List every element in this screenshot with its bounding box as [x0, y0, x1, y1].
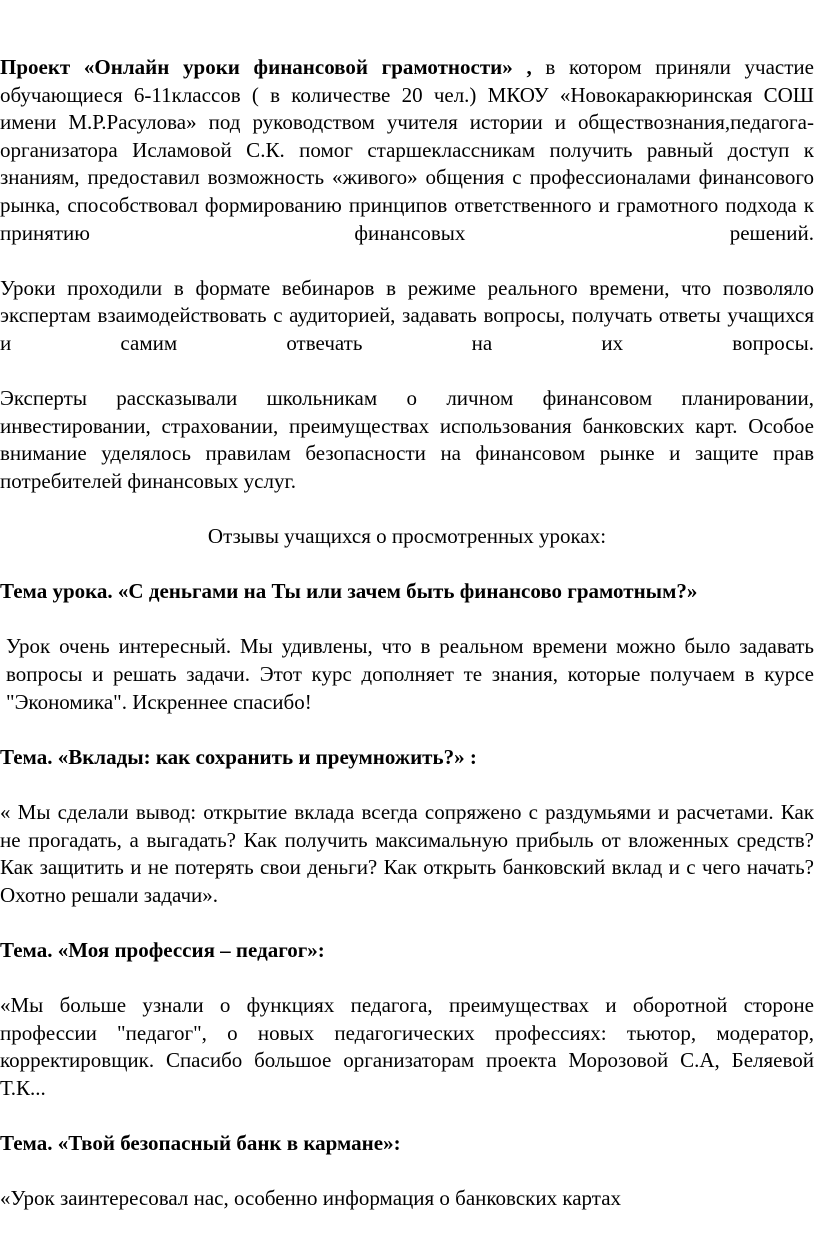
reviews-heading: Отзывы учащихся о просмотренных уроках:: [207, 524, 607, 549]
topic-1-title: Тема урока. «С деньгами на Ты или зачем быть финансово грамотным?»: [0, 579, 698, 604]
experts-paragraph: Эксперты рассказывали школьникам о личном финансовом планировании, инвестировании, страховании, преимуществах использования банковских карт. Особое внимание уделялось правилам безопасности на финансовом рынке и защите прав потребителей финансовых услуг.: [0, 386, 814, 493]
project-title: Проект «Онлайн уроки финансовой грамотности» ,: [0, 55, 532, 79]
topic-4-review: «Урок заинтересовал нас, особенно информация о банковских картах: [0, 1186, 622, 1211]
topic-2-title: Тема. «Вклады: как сохранить и преумножить?» :: [0, 744, 477, 769]
intro-paragraph: [0, 54, 814, 247]
intro-text: в котором приняли участие обучающиеся 6-11классов ( в количестве 20 чел.) МКОУ «Новокаракюринская СОШ имени М.Р.Расулова» под руководством учителя истории и обществознания,педагога-организатора Исламовой С.К. помог старшеклассникам получить равный доступ к знаниям, предоставил возможность «живого» общения с профессионалами финансового рынка, способствовал формированию принципов ответственного и грамотного подхода к принятию финансовых решений.: [0, 55, 814, 245]
topic-3-title: Тема. «Моя профессия – педагог»:: [0, 938, 325, 962]
topic-2-review: « Мы сделали вывод: открытие вклада всегда сопряжено с раздумьями и расчетами. Как не прогадать, а выгадать? Как получить максимальную прибыль от вложенных средств? Как защитить и не потерять свои деньги? Как открыть банковский вклад и с чего начать? Охотно решали задачи».: [0, 800, 814, 907]
topic-4-title: Тема. «Твой безопасный банк в кармане»:: [0, 1131, 401, 1156]
webinars-paragraph: Уроки проходили в формате вебинаров в режиме реального времени, что позволяло экспертам взаимодействовать с аудиторией, задавать вопросы, получать ответы учащихся и самим отвечать на их вопросы.: [0, 275, 814, 355]
topic-3-review: «Мы больше узнали о функциях педагога, преимуществах и оборотной стороне профессии "педагог", о новых педагогических профессиях: тьютор, модератор, корректировщик. Спасибо большое организаторам проекта Морозовой С.А, Беляевой Т.К...: [0, 993, 814, 1100]
topic-1-review: Урок очень интересный. Мы удивлены, что в реальном времени можно было задавать вопросы и решать задачи. Этот курс дополняет те знания, которые получаем в курсе "Экономика". Искреннее спасибо!: [6, 634, 814, 714]
